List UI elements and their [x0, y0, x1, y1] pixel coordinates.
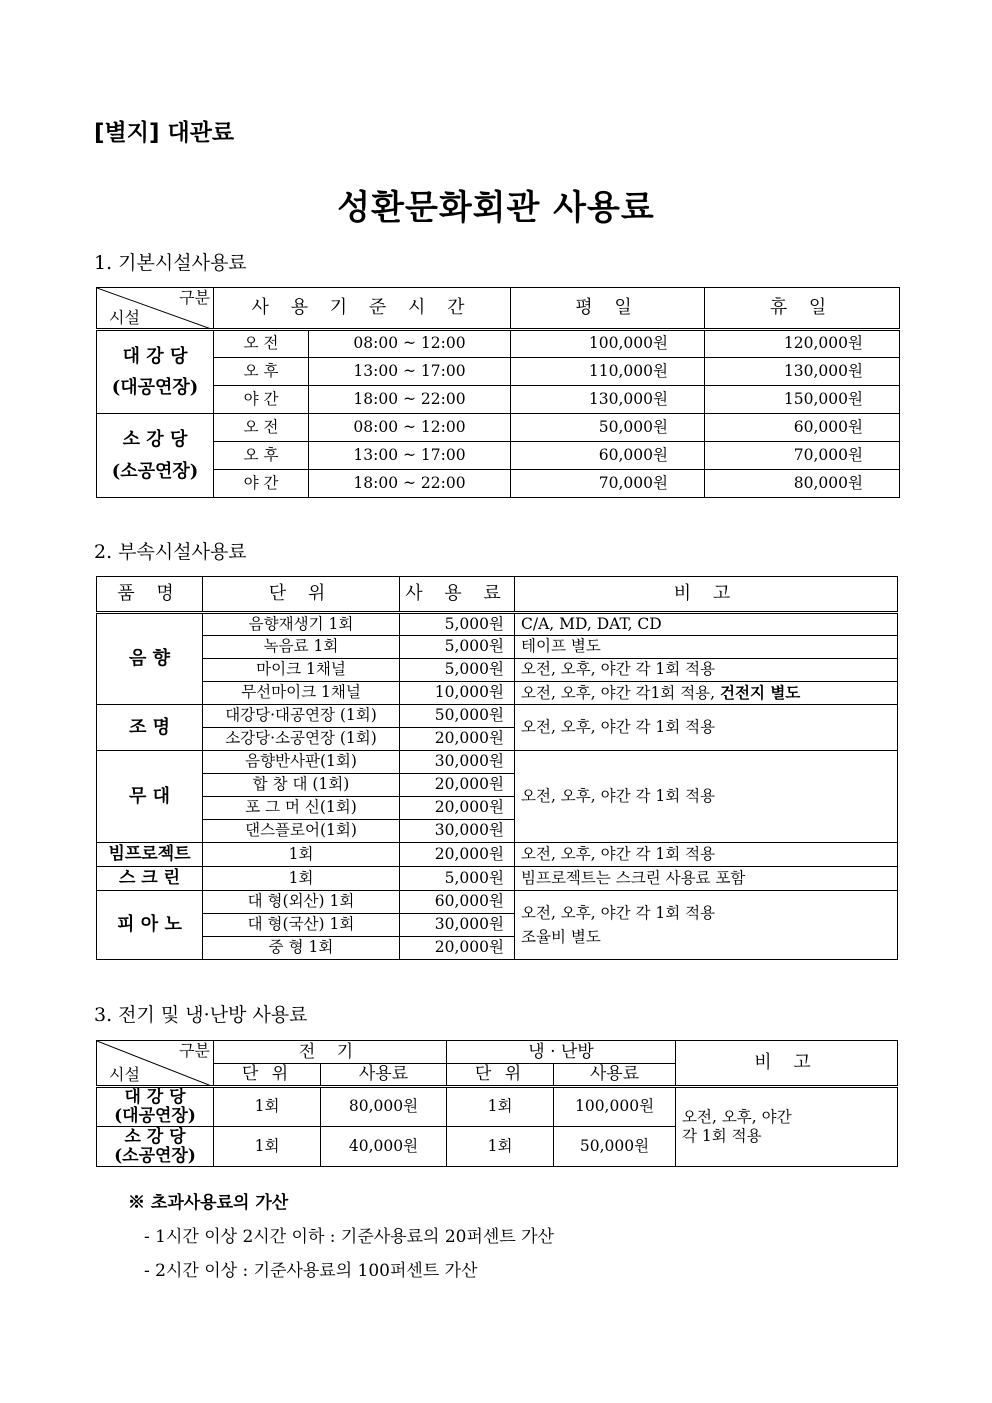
unit-cell: 댄스플로어(1회): [203, 820, 400, 843]
note-cell: 빔프로젝트는 스크린 사용료 포함: [515, 867, 898, 891]
note-cell: [515, 682, 898, 705]
fee-cell: 5,000원: [400, 636, 515, 659]
item-name-cell: 음 향: [97, 613, 203, 705]
fee-cell: 5,000원: [400, 613, 515, 636]
note-cell: 오전, 오후, 야간 각 1회 적용: [515, 843, 898, 867]
fee-cell: 20,000원: [400, 774, 515, 797]
unit-cell: 포 그 머 신(1회): [203, 797, 400, 820]
period-cell: 오 전: [214, 414, 309, 442]
weekday-fee-cell: 70,000원: [511, 470, 705, 498]
corner-label-top: 구분: [179, 1041, 210, 1060]
column-header-item: 품 명: [97, 577, 203, 613]
period-cell: 오 전: [214, 330, 309, 358]
section-3-heading: 3. 전기 및 냉·난방 사용료: [94, 1004, 308, 1026]
document-label: [별지] 대관료: [94, 120, 235, 146]
facility-name: 대 강 당: [122, 345, 188, 367]
notes-line: - 1시간 이상 2시간 이하 : 기준사용료의 20퍼센트 가산: [144, 1227, 554, 1247]
electric-fee-cell: 80,000원: [321, 1087, 447, 1127]
column-header-weekday: 평 일: [511, 288, 705, 330]
fee-cell: 50,000원: [400, 705, 515, 728]
basic-facility-fee-table: [96, 287, 900, 498]
fee-cell: 20,000원: [400, 797, 515, 820]
weekday-fee-cell: 110,000원: [511, 358, 705, 386]
electric-unit-cell: 1회: [214, 1087, 321, 1127]
period-cell: 오 후: [214, 358, 309, 386]
column-header-note: 비 고: [676, 1041, 898, 1087]
column-header-fee: 사 용 료: [400, 577, 515, 613]
holiday-fee-cell: 130,000원: [705, 358, 900, 386]
unit-cell: 합 창 대 (1회): [203, 774, 400, 797]
hvac-unit-cell: 1회: [447, 1087, 554, 1127]
facility-subname: (소공연장): [111, 460, 199, 482]
weekday-fee-cell: 130,000원: [511, 386, 705, 414]
facility-subname: (대공연장): [114, 1106, 196, 1126]
column-header-holiday: 휴 일: [705, 288, 900, 330]
notes-line: - 2시간 이상 : 기준사용료의 100퍼센트 가산: [144, 1261, 478, 1281]
note-cell: [676, 1087, 898, 1167]
facility-name-cell: [97, 1087, 214, 1127]
notes-title: ※ 초과사용료의 가산: [128, 1193, 289, 1213]
unit-cell: 음향재생기 1회: [203, 613, 400, 636]
corner-header-cell: [97, 288, 214, 330]
fee-cell: 60,000원: [400, 891, 515, 914]
subheader-unit: 단 위: [214, 1064, 321, 1087]
fee-cell: 30,000원: [400, 820, 515, 843]
weekday-fee-cell: 50,000원: [511, 414, 705, 442]
fee-cell: 20,000원: [400, 937, 515, 960]
fee-cell: 20,000원: [400, 843, 515, 867]
corner-label-top: 구분: [179, 288, 210, 307]
fee-cell: 5,000원: [400, 659, 515, 682]
note-line: 조율비 별도: [521, 928, 601, 946]
period-cell: 오 후: [214, 442, 309, 470]
unit-cell: 녹음료 1회: [203, 636, 400, 659]
unit-cell: 대강당·대공연장 (1회): [203, 705, 400, 728]
section-2-heading: 2. 부속시설사용료: [94, 541, 247, 563]
column-header-unit: 단 위: [203, 577, 400, 613]
note-emphasis: 건전지 별도: [720, 682, 801, 702]
period-cell: 야 간: [214, 386, 309, 414]
facility-subname: (소공연장): [114, 1145, 196, 1166]
document-title: 성환문화회관 사용료: [337, 188, 655, 228]
unit-cell: 1회: [203, 867, 400, 891]
item-name-cell: 무 대: [97, 751, 203, 843]
facility-name: 대 강 당: [124, 1087, 186, 1108]
facility-name: 소 강 당: [122, 429, 188, 450]
electric-fee-cell: 40,000원: [321, 1127, 447, 1167]
surcharge-notes: [128, 1188, 554, 1290]
note-cell: 오전, 오후, 야간 각 1회 적용: [515, 751, 898, 843]
note-cell: 오전, 오후, 야간 각 1회 적용: [515, 705, 898, 751]
hvac-fee-cell: 50,000원: [554, 1127, 676, 1167]
column-header-hvac: 냉 · 난방: [447, 1041, 676, 1064]
time-cell: 08:00 ~ 12:00: [309, 414, 511, 442]
holiday-fee-cell: 80,000원: [705, 470, 900, 498]
corner-label-bottom: 시설: [109, 308, 140, 327]
note-line: 오전, 오후, 야간: [682, 1107, 792, 1126]
holiday-fee-cell: 150,000원: [705, 386, 900, 414]
facility-name-cell: [97, 1127, 214, 1167]
fee-cell: 5,000원: [400, 867, 515, 891]
hvac-unit-cell: 1회: [447, 1127, 554, 1167]
note-text: 오전, 오후, 야간 각1회 적용,: [521, 683, 721, 702]
note-cell: [515, 891, 898, 960]
utility-fee-table: [96, 1040, 898, 1167]
item-name-cell: 빔프로젝트: [97, 843, 203, 867]
column-header-note: 비 고: [515, 577, 898, 613]
item-name-cell: 스 크 린: [97, 867, 203, 891]
fee-cell: 20,000원: [400, 728, 515, 751]
auxiliary-facility-fee-table: [96, 576, 898, 960]
section-1-heading: 1. 기본시설사용료: [94, 252, 247, 274]
period-cell: 야 간: [214, 470, 309, 498]
weekday-fee-cell: 100,000원: [511, 330, 705, 358]
column-header-electric: 전 기: [214, 1041, 447, 1064]
facility-name-cell: [97, 414, 214, 498]
unit-cell: 마이크 1채널: [203, 659, 400, 682]
time-cell: 18:00 ~ 22:00: [309, 470, 511, 498]
facility-name: 소 강 당: [124, 1126, 186, 1147]
subheader-fee: 사용료: [321, 1064, 447, 1087]
facility-subname: (대공연장): [111, 377, 199, 398]
unit-cell: 1회: [203, 843, 400, 867]
fee-cell: 30,000원: [400, 914, 515, 937]
facility-name-cell: [97, 330, 214, 414]
note-cell: C/A, MD, DAT, CD: [515, 613, 898, 636]
hvac-fee-cell: 100,000원: [554, 1087, 676, 1127]
unit-cell: 무선마이크 1채널: [203, 682, 400, 705]
weekday-fee-cell: 60,000원: [511, 442, 705, 470]
note-cell: 테이프 별도: [515, 636, 898, 659]
corner-label-bottom: 시설: [109, 1065, 140, 1084]
column-header-time: 사 용 기 준 시 간: [214, 288, 511, 330]
time-cell: 18:00 ~ 22:00: [309, 386, 511, 414]
unit-cell: 음향반사판(1회): [203, 751, 400, 774]
note-cell: 오전, 오후, 야간 각 1회 적용: [515, 659, 898, 682]
unit-cell: 소강당·소공연장 (1회): [203, 728, 400, 751]
holiday-fee-cell: 60,000원: [705, 414, 900, 442]
electric-unit-cell: 1회: [214, 1127, 321, 1167]
time-cell: 13:00 ~ 17:00: [309, 358, 511, 386]
fee-cell: 10,000원: [400, 682, 515, 705]
note-line: 각 1회 적용: [682, 1127, 762, 1145]
time-cell: 13:00 ~ 17:00: [309, 442, 511, 470]
unit-cell: 중 형 1회: [203, 937, 400, 960]
subheader-fee: 사용료: [554, 1064, 676, 1087]
holiday-fee-cell: 70,000원: [705, 442, 900, 470]
note-line: 오전, 오후, 야간 각 1회 적용: [521, 903, 716, 922]
holiday-fee-cell: 120,000원: [705, 330, 900, 358]
unit-cell: 대 형(외산) 1회: [203, 891, 400, 914]
subheader-unit: 단 위: [447, 1064, 554, 1087]
unit-cell: 대 형(국산) 1회: [203, 914, 400, 937]
fee-cell: 30,000원: [400, 751, 515, 774]
time-cell: 08:00 ~ 12:00: [309, 330, 511, 358]
item-name-cell: 피 아 노: [97, 891, 203, 960]
corner-header-cell: [97, 1041, 214, 1087]
item-name-cell: 조 명: [97, 705, 203, 751]
